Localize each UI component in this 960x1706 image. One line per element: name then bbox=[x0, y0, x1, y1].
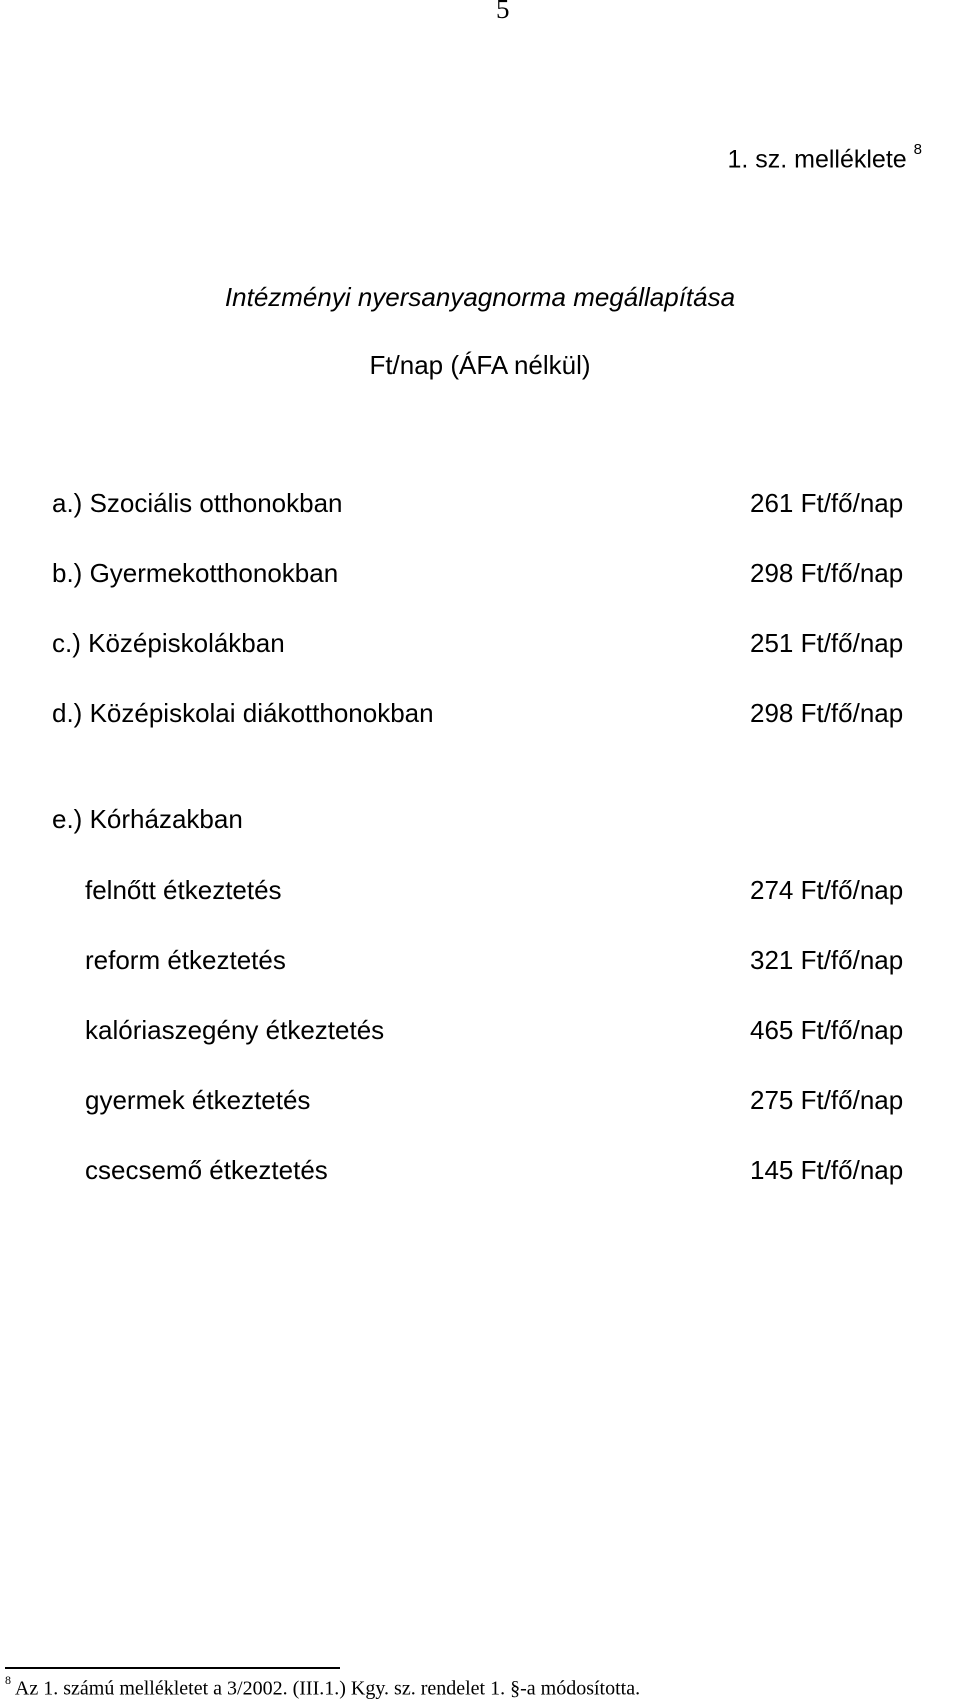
document-heading: Intézményi nyersanyagnorma megállapítása bbox=[224, 282, 736, 312]
hospital-row-label: gyermek étkeztetés bbox=[85, 1085, 311, 1115]
hospital-row-value: 465 Ft/fő/nap bbox=[750, 1015, 904, 1045]
hospital-row-value: 145 Ft/fő/nap bbox=[750, 1155, 904, 1185]
unit-line: Ft/nap (ÁFA nélkül) bbox=[369, 350, 591, 380]
hospital-row-label: kalóriaszegény étkeztetés bbox=[85, 1015, 385, 1045]
footnote-text: Az 1. számú mellékletet a 3/2002. (III.1.) Kgy. sz. rendelet 1. §-a módosította. bbox=[14, 1677, 641, 1700]
hospital-heading: e.) Kórházakban bbox=[52, 804, 243, 834]
row-value: 298 Ft/fő/nap bbox=[750, 558, 904, 588]
footnote-reference: 8 bbox=[913, 141, 922, 158]
footnote-number: 8 bbox=[5, 1673, 11, 1687]
hospital-row-label: reform étkeztetés bbox=[85, 945, 286, 975]
footnote-divider bbox=[5, 1667, 340, 1669]
row-label: d.) Középiskolai diákotthonokban bbox=[52, 698, 434, 728]
annex-title bbox=[727, 141, 922, 174]
row-label: b.) Gyermekotthonokban bbox=[52, 558, 339, 588]
row-label: a.) Szociális otthonokban bbox=[52, 488, 343, 518]
hospital-row-value: 275 Ft/fő/nap bbox=[750, 1085, 904, 1115]
footnote bbox=[5, 1673, 641, 1701]
annex-title-text: 1. sz. melléklete bbox=[727, 145, 907, 174]
hospital-row-value: 274 Ft/fő/nap bbox=[750, 875, 904, 905]
hospital-row-label: csecsemő étkeztetés bbox=[85, 1155, 328, 1185]
hospital-row-value: 321 Ft/fő/nap bbox=[750, 945, 904, 975]
row-label: c.) Középiskolákban bbox=[52, 628, 285, 658]
row-value: 261 Ft/fő/nap bbox=[750, 488, 904, 518]
page-number: 5 bbox=[496, 0, 510, 24]
row-value: 298 Ft/fő/nap bbox=[750, 698, 904, 728]
hospital-row-label: felnőtt étkeztetés bbox=[85, 875, 282, 905]
row-value: 251 Ft/fő/nap bbox=[750, 628, 904, 658]
